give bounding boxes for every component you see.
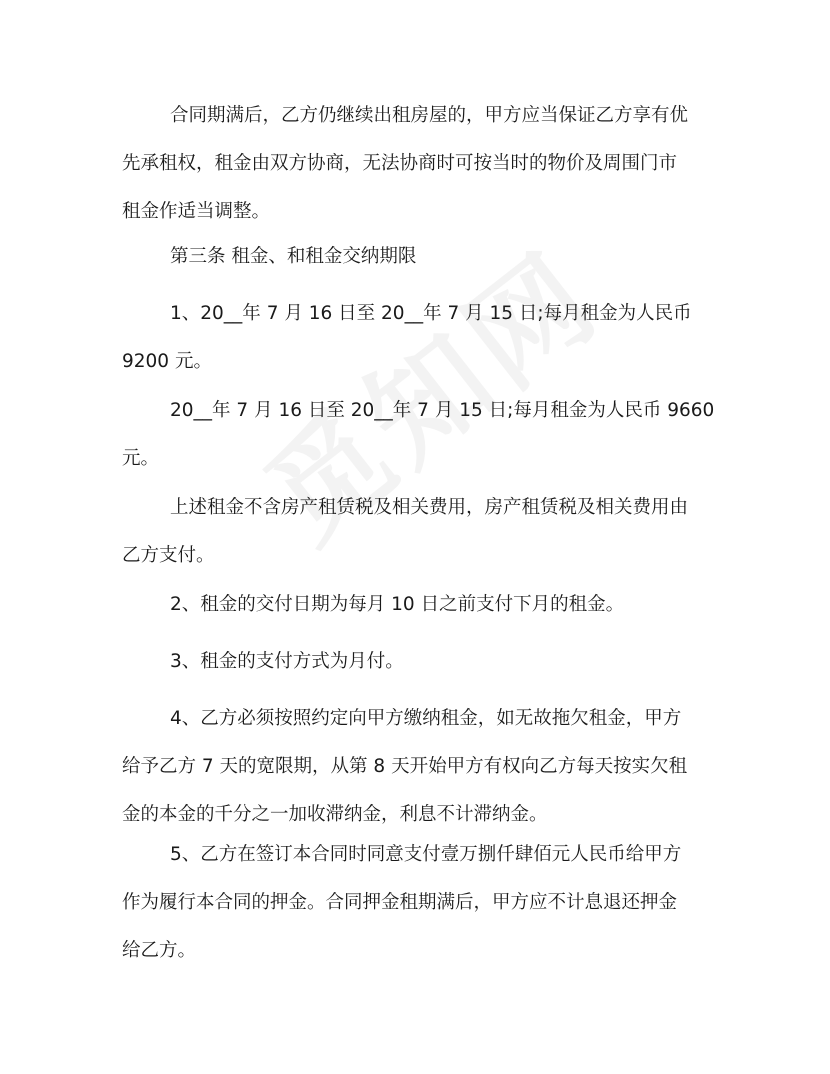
paragraph-line: 1、20__年 7 月 16 日至 20__年 7 月 15 日;每月租金为人民币 — [170, 303, 692, 324]
paragraph-line: 先承租权，租金由双方协商，无法协商时可按当时的物价及周围门市 — [122, 153, 678, 174]
paragraph-line: 5、乙方在签订本合同时同意支付壹万捌仟肆佰元人民币给甲方 — [170, 844, 682, 865]
paragraph-line: 给予乙方 7 天的宽限期，从第 8 天开始甲方有权向乙方每天按实欠租 — [122, 756, 688, 777]
paragraph-rent-period-2 — [122, 387, 722, 483]
paragraph-taxes — [122, 484, 722, 580]
paragraph-line: 20__年 7 月 16 日至 20__年 7 月 15 日;每月租金为人民币 9660 — [170, 400, 715, 421]
paragraph-line: 乙方支付。 — [122, 545, 215, 566]
paragraph-rent-period-1 — [122, 290, 722, 386]
paragraph-line: 合同期满后，乙方仍继续出租房屋的，甲方应当保证乙方享有优 — [170, 105, 689, 126]
paragraph-line: 给乙方。 — [122, 940, 197, 961]
section-heading — [122, 233, 722, 281]
heading-text: 第三条 租金、和租金交纳期限 — [170, 246, 417, 267]
paragraph-late-fee — [122, 695, 722, 839]
paragraph-line: 上述租金不含房产租赁税及相关费用，房产租赁税及相关费用由 — [170, 497, 689, 518]
paragraph-line: 租金作适当调整。 — [122, 201, 271, 222]
paragraph-line: 2、租金的交付日期为每月 10 日之前支付下月的租金。 — [170, 594, 625, 615]
paragraph-deposit — [122, 831, 722, 975]
paragraph-line: 元。 — [122, 448, 160, 469]
paragraph-payment-date — [122, 581, 722, 629]
paragraph-line: 4、乙方必须按照约定向甲方缴纳租金，如无故拖欠租金，甲方 — [170, 708, 682, 729]
paragraph-payment-method — [122, 638, 722, 686]
paragraph-line: 3、租金的支付方式为月付。 — [170, 651, 404, 672]
paragraph-line: 9200 元。 — [122, 351, 212, 372]
paragraph-line: 金的本金的千分之一加收滞纳金，利息不计滞纳金。 — [122, 804, 548, 825]
paragraph-line: 作为履行本合同的押金。合同押金租期满后，甲方应不计息退还押金 — [122, 892, 678, 913]
paragraph-lease-renewal — [122, 92, 722, 236]
